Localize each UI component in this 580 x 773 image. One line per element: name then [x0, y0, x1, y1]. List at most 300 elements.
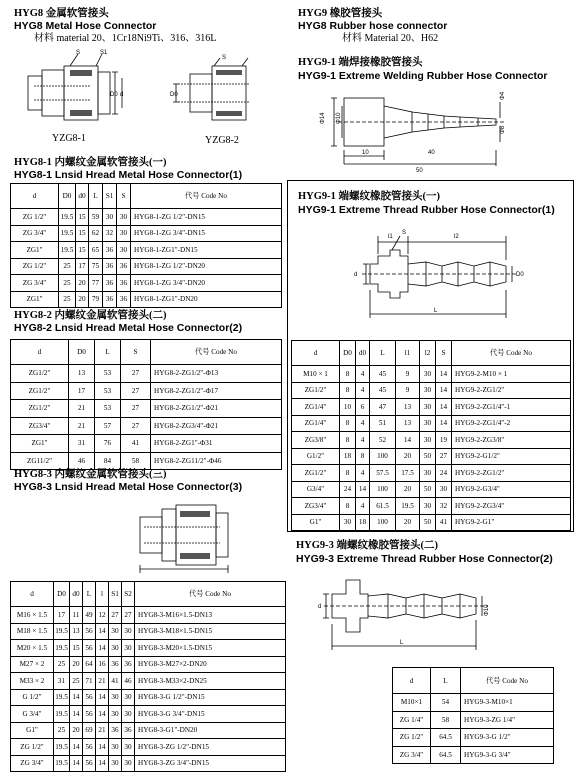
table-cell: 25: [70, 673, 83, 690]
hyg9-1b-label-d: d: [354, 272, 358, 278]
table-cell: 14: [436, 382, 452, 399]
yzg8-2-label-s: S: [222, 55, 227, 61]
table-cell: ZG 1/2": [11, 209, 59, 226]
table-cell: 16: [96, 656, 109, 673]
table-cell: 64: [83, 656, 96, 673]
table-cell: HYG9-2-G1": [452, 514, 571, 531]
table-cell: 14: [436, 415, 452, 432]
table-cell: 27: [121, 382, 151, 400]
hyg9-1-dim-d14: Φ14: [320, 112, 326, 124]
table-row: [292, 366, 571, 383]
table-cell: 12: [96, 607, 109, 624]
table-cell: 36: [109, 722, 122, 739]
table-cell: M33 × 2: [11, 673, 54, 690]
table-cell: 32: [436, 498, 452, 515]
table-row: [393, 729, 554, 747]
yzg8-1-caption: YZG8-1: [52, 133, 86, 144]
table-cell: 13: [396, 415, 420, 432]
hyg8-1-title-en: HYG8-1 Lnsid Hread Metal Hose Connector(1): [14, 169, 243, 181]
table-cell: 36: [117, 258, 131, 275]
table-cell: 100: [370, 481, 396, 498]
table-cell: 50: [420, 481, 436, 498]
yzg8-2-drawing: [170, 56, 270, 128]
table-cell: 25: [59, 258, 76, 275]
table-cell: ZG1/2": [11, 365, 69, 383]
table-cell: HYG8-1-ZG 1/2"-DN20: [131, 258, 282, 275]
table-cell: 19.5: [54, 755, 70, 772]
hyg9-3-label-d: d: [318, 604, 322, 610]
hyg8-2-table: [10, 339, 282, 470]
table-cell: M18 × 1.5: [11, 623, 54, 640]
table-row: [292, 514, 571, 531]
table-cell: 14: [96, 739, 109, 756]
table-cell: M27 × 2: [11, 656, 54, 673]
table-row: [11, 365, 282, 383]
table-cell: 14: [70, 706, 83, 723]
table-cell: ZG 3/4": [11, 755, 54, 772]
table-cell: HYG9-2-ZG1/4"-1: [452, 399, 571, 416]
table-row: [11, 417, 282, 435]
table-cell: HYG9-2-M10 × 1: [452, 366, 571, 383]
table-cell: HYG8-3-G1"-DN20: [135, 722, 286, 739]
table-cell: 36: [122, 656, 135, 673]
table-cell: HYG9-3-ZG 1/4": [461, 711, 554, 729]
table-cell: HYG8-1-ZG 3/4"-DN20: [131, 275, 282, 292]
table-cell: 32: [103, 225, 117, 242]
table-header-row: [292, 341, 571, 366]
table-cell: 30: [109, 623, 122, 640]
hyg9-3-label-d10: Φ10: [484, 604, 490, 616]
table-cell: HYG8-2-ZG11/2"-Φ46: [151, 452, 282, 470]
table-cell: 56: [83, 689, 96, 706]
table-cell: 64.5: [431, 746, 461, 764]
table-cell: 30: [122, 706, 135, 723]
column-header: d: [11, 340, 69, 365]
hyg9-1-dim-d10: Φ10: [336, 112, 342, 124]
hyg8-title-en: HYG8 Metal Hose Connector: [14, 20, 157, 32]
table-cell: HYG9-2-ZG3/8": [452, 432, 571, 449]
table-cell: ZG3/8": [292, 432, 340, 449]
table-cell: 30: [420, 432, 436, 449]
table-cell: HYG8-3-G 3/4"-DN15: [135, 706, 286, 723]
table-cell: 53: [95, 382, 121, 400]
table-cell: 14: [96, 640, 109, 657]
table-cell: 9: [396, 366, 420, 383]
table-cell: 57: [95, 417, 121, 435]
table-cell: 100: [370, 448, 396, 465]
table-row: [292, 498, 571, 515]
table-cell: 19.5: [396, 498, 420, 515]
column-header: L: [370, 341, 396, 366]
table-row: [11, 673, 286, 690]
table-cell: 30: [109, 689, 122, 706]
table-row: [11, 242, 282, 259]
hyg9-1b-label-l2: l2: [454, 234, 459, 240]
table-cell: HYG9-2-ZG1/2": [452, 382, 571, 399]
table-cell: 10: [340, 399, 356, 416]
table-row: [393, 746, 554, 764]
table-row: [11, 689, 286, 706]
table-header-row: [11, 582, 286, 607]
column-header: S: [436, 341, 452, 366]
column-header: D0: [54, 582, 70, 607]
table-cell: 14: [356, 481, 370, 498]
table-header-row: [393, 668, 554, 694]
table-cell: 20: [76, 291, 89, 308]
table-cell: HYG9-2-ZG1/4"-2: [452, 415, 571, 432]
column-header: S2: [122, 582, 135, 607]
table-cell: 21: [69, 400, 95, 418]
table-cell: 19.5: [59, 242, 76, 259]
table-cell: M10×1: [393, 694, 431, 712]
table-cell: ZG11/2": [11, 452, 69, 470]
table-cell: 14: [96, 706, 109, 723]
table-cell: 15: [76, 242, 89, 259]
column-header: d0: [76, 184, 89, 209]
table-cell: 8: [356, 448, 370, 465]
column-header: D0: [340, 341, 356, 366]
table-cell: HYG8-3-M33×2-DN25: [135, 673, 286, 690]
table-cell: HYG8-3-M16×1.5-DN13: [135, 607, 286, 624]
column-header: l2: [420, 341, 436, 366]
table-cell: HYG9-2-ZG1/2": [452, 465, 571, 482]
table-cell: HYG8-3-G 1/2"-DN15: [135, 689, 286, 706]
table-cell: 8: [340, 415, 356, 432]
hyg8-3-title-en: HYG8-3 Lnsid Hread Metal Hose Connector(3): [14, 481, 243, 493]
table-cell: 14: [436, 399, 452, 416]
table-row: [292, 481, 571, 498]
table-cell: 76: [95, 435, 121, 453]
table-cell: 14: [70, 689, 83, 706]
hyg8-1-title-cn: HYG8-1 内螺纹金属软管接头(一): [14, 157, 167, 168]
table-cell: ZG 3/4": [393, 746, 431, 764]
table-cell: ZG1/2": [292, 382, 340, 399]
table-cell: ZG1/2": [292, 465, 340, 482]
table-cell: 19.5: [54, 739, 70, 756]
table-row: [11, 225, 282, 242]
hyg8-title-cn: HYG8 金属软管接头: [14, 8, 109, 19]
table-cell: ZG 1/4": [393, 711, 431, 729]
hyg8-3-drawing: [120, 495, 290, 575]
table-cell: ZG 1/2": [393, 729, 431, 747]
table-cell: 21: [96, 673, 109, 690]
hyg9-title-cn: HYG9 橡胶管接头: [298, 8, 383, 19]
table-cell: 14: [96, 689, 109, 706]
table-cell: 24: [340, 481, 356, 498]
table-cell: G1/2": [292, 448, 340, 465]
table-cell: 8: [340, 432, 356, 449]
table-row: [292, 448, 571, 465]
table-row: [292, 399, 571, 416]
hyg9-1b-title-en: HYG9-1 Extreme Thread Rubber Hose Connector(1): [298, 204, 555, 216]
table-row: [11, 452, 282, 470]
yzg8-1-label-s1: S1: [100, 50, 108, 56]
table-cell: ZG1": [11, 435, 69, 453]
table-cell: 30: [122, 739, 135, 756]
hyg9-material: 材料 Material 20、H62: [342, 33, 439, 44]
table-cell: ZG 3/4": [11, 225, 59, 242]
table-cell: G1": [11, 722, 54, 739]
table-cell: 50: [420, 448, 436, 465]
table-cell: HYG8-2-ZG1/2"-Φ13: [151, 365, 282, 383]
table-row: [393, 711, 554, 729]
table-cell: 41: [109, 673, 122, 690]
hyg9-1b-label-d0: D0: [516, 272, 524, 278]
column-header: 代号 Code No: [131, 184, 282, 209]
table-cell: 13: [69, 365, 95, 383]
table-row: [11, 656, 286, 673]
column-header: 代号 Code No: [461, 668, 554, 694]
table-cell: 18: [356, 514, 370, 531]
hyg9-1-dim-40: 40: [428, 150, 435, 156]
table-header-row: [11, 184, 282, 209]
table-cell: 19.5: [54, 623, 70, 640]
table-cell: 30: [122, 623, 135, 640]
table-row: [11, 623, 286, 640]
table-cell: 30: [420, 498, 436, 515]
yzg8-1-label-d0: D0: [110, 92, 118, 98]
column-header: d: [11, 184, 59, 209]
table-cell: HYG9-2-ZG3/4": [452, 498, 571, 515]
yzg8-2-label-d0: D0: [170, 92, 178, 98]
table-cell: 25: [59, 275, 76, 292]
table-cell: 36: [117, 291, 131, 308]
table-cell: 59: [89, 209, 103, 226]
table-row: [11, 258, 282, 275]
table-cell: 56: [83, 623, 96, 640]
table-cell: HYG8-2-ZG1/2"-Φ17: [151, 382, 282, 400]
table-cell: HYG9-3-M10×1: [461, 694, 554, 712]
table-row: [11, 640, 286, 657]
table-cell: 69: [83, 722, 96, 739]
table-cell: 46: [122, 673, 135, 690]
column-header: 代号 Code No: [151, 340, 282, 365]
column-header: 代号 Code No: [135, 582, 286, 607]
table-cell: 46: [69, 452, 95, 470]
hyg9-1b-label-l1: l1: [388, 234, 393, 240]
table-cell: 65: [89, 242, 103, 259]
table-cell: 8: [340, 465, 356, 482]
table-row: [11, 739, 286, 756]
table-row: [292, 415, 571, 432]
table-cell: G 1/2": [11, 689, 54, 706]
table-cell: 4: [356, 366, 370, 383]
table-cell: HYG8-1-ZG 1/2"-DN15: [131, 209, 282, 226]
table-cell: 4: [356, 465, 370, 482]
table-cell: 27: [436, 448, 452, 465]
hyg8-material: 材料 material 20、1Cr18Ni9Ti、316、316L: [34, 33, 217, 44]
table-cell: 51: [370, 415, 396, 432]
table-cell: 49: [83, 607, 96, 624]
table-cell: 4: [356, 415, 370, 432]
column-header: d0: [356, 341, 370, 366]
table-cell: 36: [103, 275, 117, 292]
table-cell: 61.5: [370, 498, 396, 515]
table-cell: ZG1/4": [292, 399, 340, 416]
table-cell: 45: [370, 382, 396, 399]
hyg9-1b-drawing: [350, 216, 530, 326]
table-cell: HYG8-3-M27×2-DN20: [135, 656, 286, 673]
table-cell: 50: [420, 514, 436, 531]
table-cell: ZG3/4": [292, 498, 340, 515]
table-cell: 30: [420, 366, 436, 383]
table-cell: 36: [103, 291, 117, 308]
column-header: S: [121, 340, 151, 365]
table-cell: 20: [70, 722, 83, 739]
hyg8-1-table: [10, 183, 282, 308]
table-header-row: [11, 340, 282, 365]
table-cell: 20: [396, 448, 420, 465]
table-cell: 47: [370, 399, 396, 416]
table-cell: 17.5: [396, 465, 420, 482]
column-header: D0: [69, 340, 95, 365]
yzg8-1-drawing: [20, 48, 130, 128]
table-cell: 19.5: [59, 209, 76, 226]
table-cell: ZG 1/2": [11, 258, 59, 275]
table-cell: 30: [420, 415, 436, 432]
table-cell: 17: [54, 607, 70, 624]
table-cell: HYG8-1-ZG 3/4"-DN15: [131, 225, 282, 242]
table-cell: 30: [103, 209, 117, 226]
hyg8-2-title-cn: HYG8-2 内螺纹金属软管接头(二): [14, 310, 167, 321]
table-cell: 53: [95, 365, 121, 383]
column-header: S1: [103, 184, 117, 209]
table-row: [11, 755, 286, 772]
table-cell: HYG8-3-M18×1.5-DN15: [135, 623, 286, 640]
table-cell: 4: [356, 382, 370, 399]
table-cell: 8: [340, 366, 356, 383]
yzg8-1-label-d: d: [120, 92, 124, 98]
table-cell: 14: [70, 755, 83, 772]
table-cell: 54: [431, 694, 461, 712]
table-cell: 30: [122, 689, 135, 706]
table-cell: 58: [121, 452, 151, 470]
hyg9-3-table: [392, 667, 554, 764]
table-cell: 30: [122, 640, 135, 657]
hyg9-1-title-cn: HYG9-1 端焊接橡胶管接头: [298, 57, 423, 68]
table-cell: 30: [109, 706, 122, 723]
hyg9-1-dim-50: 50: [416, 168, 423, 174]
column-header: L: [95, 340, 121, 365]
table-cell: 19.5: [54, 640, 70, 657]
column-header: l1: [396, 341, 420, 366]
table-cell: 30: [117, 209, 131, 226]
table-cell: HYG9-2-G3/4": [452, 481, 571, 498]
table-row: [292, 465, 571, 482]
table-cell: 24: [436, 465, 452, 482]
table-cell: 14: [436, 366, 452, 383]
table-row: [11, 291, 282, 308]
table-cell: 21: [96, 722, 109, 739]
table-row: [393, 694, 554, 712]
table-cell: 17: [76, 258, 89, 275]
table-cell: 45: [370, 366, 396, 383]
table-cell: 30: [340, 514, 356, 531]
table-cell: 8: [340, 382, 356, 399]
table-cell: 62: [89, 225, 103, 242]
table-cell: M20 × 1.5: [11, 640, 54, 657]
table-cell: 27: [121, 417, 151, 435]
table-cell: 19.5: [59, 225, 76, 242]
table-cell: HYG9-3-G 3/4": [461, 746, 554, 764]
table-row: [11, 435, 282, 453]
table-cell: 100: [370, 514, 396, 531]
table-cell: HYG9-2-G1/2": [452, 448, 571, 465]
table-cell: 31: [69, 435, 95, 453]
hyg9-1b-title-cn: HYG9-1 端螺纹橡胶管接头(一): [298, 191, 441, 202]
table-cell: ZG1": [11, 291, 59, 308]
table-cell: 36: [103, 258, 117, 275]
column-header: S: [117, 184, 131, 209]
table-cell: 31: [54, 673, 70, 690]
table-cell: 13: [396, 399, 420, 416]
table-cell: 71: [83, 673, 96, 690]
table-cell: 27: [122, 607, 135, 624]
table-cell: 30: [420, 399, 436, 416]
hyg9-3-label-l: L: [400, 640, 404, 646]
table-cell: 52: [370, 432, 396, 449]
table-cell: HYG8-2-ZG1"-Φ31: [151, 435, 282, 453]
table-cell: ZG1": [11, 242, 59, 259]
hyg9-1-weld-drawing: [320, 84, 528, 174]
table-cell: 56: [83, 739, 96, 756]
hyg8-2-title-en: HYG8-2 Lnsid Hread Metal Hose Connector(2): [14, 322, 243, 334]
hyg9-title-en: HYG8 Rubber hose connector: [298, 20, 448, 32]
table-cell: 30: [420, 382, 436, 399]
table-row: [11, 722, 286, 739]
table-cell: 6: [356, 399, 370, 416]
table-cell: 27: [109, 607, 122, 624]
table-cell: 20: [396, 514, 420, 531]
table-cell: 19: [436, 432, 452, 449]
table-row: [11, 275, 282, 292]
table-cell: M16 × 1.5: [11, 607, 54, 624]
hyg9-1b-label-s: S: [402, 230, 407, 236]
column-header: l: [96, 582, 109, 607]
table-cell: G1": [292, 514, 340, 531]
column-header: d: [292, 341, 340, 366]
table-cell: 84: [95, 452, 121, 470]
table-cell: 41: [436, 514, 452, 531]
table-cell: HYG8-3-ZG 1/2"-DN15: [135, 739, 286, 756]
table-cell: 20: [70, 656, 83, 673]
table-cell: 19.5: [54, 706, 70, 723]
table-cell: 25: [59, 291, 76, 308]
column-header: L: [431, 668, 461, 694]
column-header: D0: [59, 184, 76, 209]
table-row: [11, 706, 286, 723]
table-cell: 4: [356, 498, 370, 515]
table-cell: 30: [117, 242, 131, 259]
table-cell: 53: [95, 400, 121, 418]
table-cell: 56: [83, 755, 96, 772]
table-cell: 20: [396, 481, 420, 498]
table-cell: 30: [436, 481, 452, 498]
hyg9-1-dim-10: 10: [362, 150, 369, 156]
table-cell: 30: [117, 225, 131, 242]
column-header: d: [11, 582, 54, 607]
column-header: L: [83, 582, 96, 607]
table-cell: 20: [76, 275, 89, 292]
table-cell: 13: [70, 623, 83, 640]
table-cell: ZG1/2": [11, 382, 69, 400]
hyg8-3-title-cn: HYG8-3 内螺纹金属软管接头(三): [14, 469, 167, 480]
hyg9-1b-label-l: L: [434, 308, 438, 314]
table-cell: 17: [69, 382, 95, 400]
table-cell: ZG3/4": [11, 417, 69, 435]
table-cell: ZG1/4": [292, 415, 340, 432]
table-cell: 36: [109, 656, 122, 673]
